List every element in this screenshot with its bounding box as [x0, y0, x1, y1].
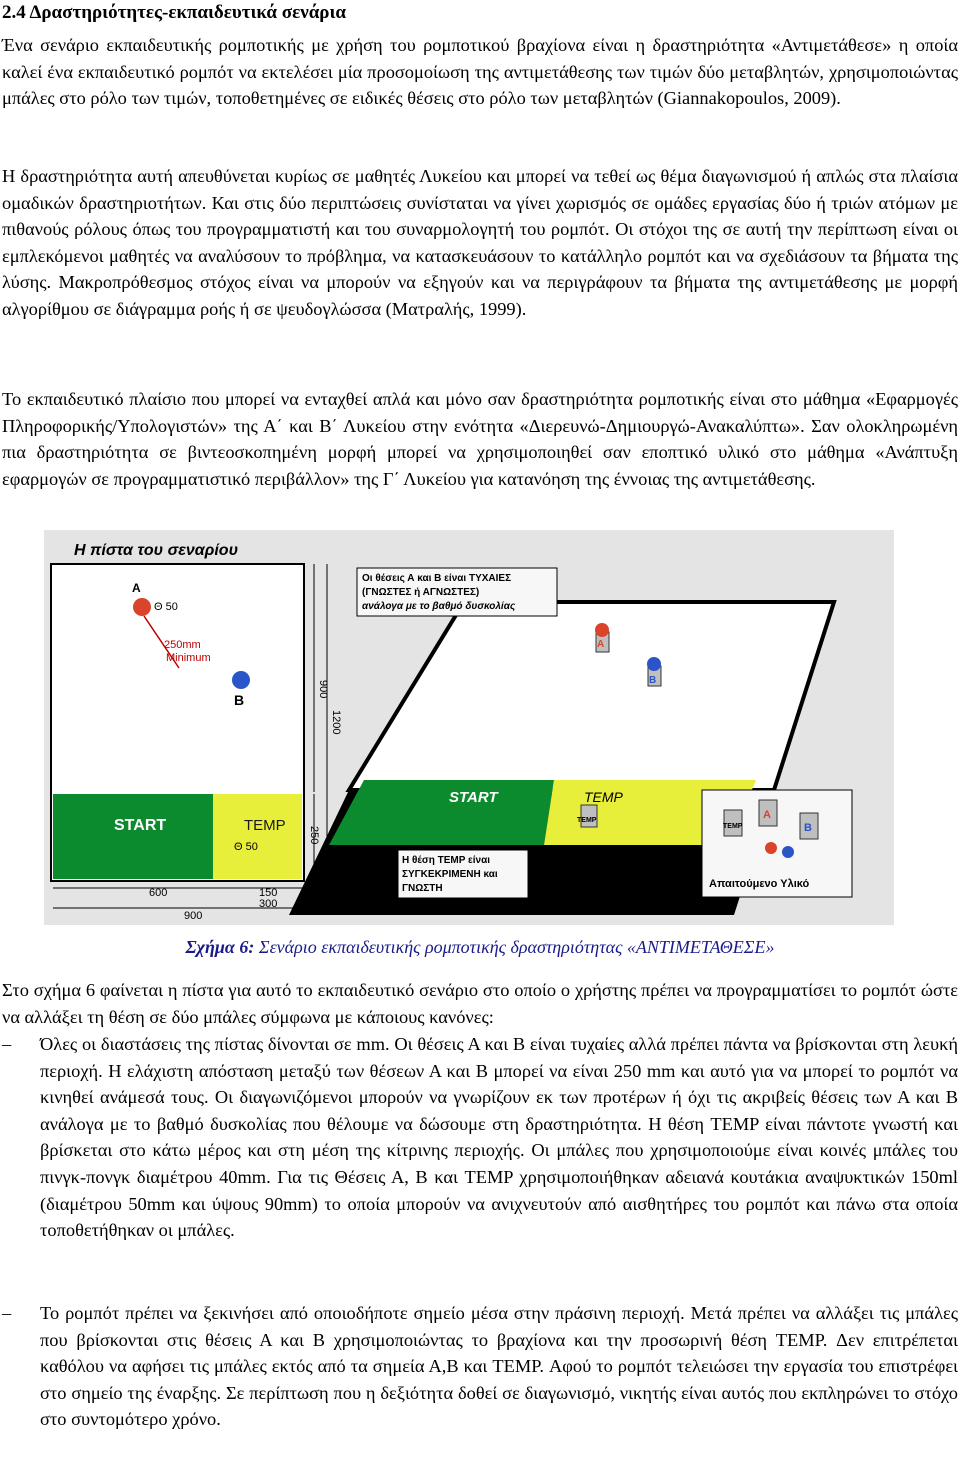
perspective-temp-label: TEMP — [584, 789, 623, 805]
dim-1200: 1200 — [330, 710, 342, 735]
figure-title: Η πίστα του σεναρίου — [74, 542, 239, 559]
figure-track-diagram — [44, 530, 894, 925]
callout-temp-line-1: Η θέση TEMP είναι — [402, 855, 491, 866]
temp-label: TEMP — [244, 817, 286, 834]
perspective-start-label: START — [449, 789, 498, 806]
dim-600: 600 — [149, 887, 168, 899]
dim-250: 250 — [308, 826, 320, 845]
callout-temp-line-3: ΓΝΩΣΤΗ — [402, 883, 443, 894]
temp-diameter-label: Θ 50 — [234, 841, 258, 853]
dim-300: 300 — [259, 898, 278, 910]
paragraph-after-figure: Στο σχήμα 6 φαίνεται η πίστα για αυτό το εκπαιδευτικό σενάριο στο οποίο ο χρήστης πρέπει να προγραμματίσει το ρομπότ ώστε να αλλάξει τη θέση σε δύο μπάλες σύμφωνα με κάποιους κανόνες: — [2, 980, 958, 1027]
persp-ball-a-letter: A — [597, 639, 605, 650]
material-ball-a — [765, 842, 777, 854]
dim-900-vertical: 900 — [317, 680, 329, 699]
persp-ball-b — [647, 657, 661, 671]
material-can-temp-label: TEMP — [723, 823, 743, 830]
bullet-marker: – — [2, 1034, 12, 1054]
callout-random-line-3: ανάλογα με το βαθμό δυσκολίας — [362, 601, 516, 612]
material-label: Απαιτούμενο Υλικό — [709, 878, 810, 890]
start-zone — [53, 794, 213, 879]
callout-random-line-1: Οι θέσεις Α και Β είναι ΤΥΧΑΙΕΣ — [362, 573, 512, 584]
min-distance-sub: Minimum — [166, 652, 211, 664]
paragraph-2: Η δραστηριότητα αυτή απευθύνεται κυρίως σε μαθητές Λυκείου και μπορεί να τεθεί ως θέμα διαγωνισμού ή απλώς στα πλαίσια ομαδικών δραστηριοτήτων. Και στις δύο περιπτώσεις συνίσταται να γίνει χωρισμός σε ομάδες εργασίας δύο ή τριών ατόμων με πιθανούς ρόλους όπως του προγραμματιστή και του συναρμολογητή του ρομπότ. Οι στόχοι της σε αυτή την περίπτωση είναι οι εμπλεκόμενοι μαθητές να αναλύσουν το πρόβλημα, να κατασκευάσουν το κατάλληλο ρομπότ και να σχεδιάσουν τα βήματα της λύσης. Μακροπρόθεσμος στόχος είναι να μπορούν να εξηγούν και να περιγράφουν τα βήματα της αντιμετάθεσης με μορφή αλγορίθμου σε διάγραμμα ροής ή σε ψευδογλώσσα (Ματραλής, 1999). — [2, 166, 958, 319]
perspective-start-zone — [329, 780, 554, 845]
persp-ball-a — [595, 623, 609, 637]
material-can-a-label: A — [763, 809, 771, 821]
ball-a — [133, 598, 151, 616]
callout-random-line-2: (ΓΝΩΣΤΕΣ ή ΑΓΝΩΣΤΕΣ) — [362, 587, 480, 598]
can-temp-label: TEMP — [577, 817, 597, 824]
start-label: START — [114, 817, 167, 834]
section-heading: 2.4 Δραστηριότητες-εκπαιδευτικά σενάρια — [2, 2, 346, 23]
callout-temp-line-2: ΣΥΓΚΕΚΡΙΜΕΝΗ και — [402, 869, 498, 880]
ball-b — [232, 671, 250, 689]
bullet-item-2 — [2, 1300, 958, 1433]
paragraph-1: Ένα σενάριο εκπαιδευτικής ρομποτικής με χρήση του ρομποτικού βραχίονα είναι η δραστηριότητα «Αντιμετάθεσε» η οποία καλεί ένα εκπαιδευτικό ρομπότ να εκτελέσει μία προσομοίωση της αντιμετάθεσης των τιμών δύο μεταβλητών, χρησιμοποιώντας μπάλες στο ρόλο των τιμών, τοποθετημένες σε ειδικές θέσεις στο ρόλο των μεταβλητών (Giannakopoulos, 2009). — [2, 35, 958, 109]
caption-text: Σενάριο εκπαιδευτικής ρομποτικής δραστηριότητας «ΑΝΤΙΜΕΤΑΘΕΣΕ» — [258, 937, 775, 957]
bullet-marker: – — [2, 1303, 12, 1323]
pos-a-diameter: Θ 50 — [154, 601, 178, 613]
min-distance-value: 250mm — [164, 639, 201, 651]
caption-label: Σχήμα 6: — [185, 937, 255, 957]
figure-caption — [0, 937, 960, 958]
pos-a-letter: A — [132, 581, 141, 595]
bullet-item-1 — [2, 1031, 958, 1244]
paragraph-3: Το εκπαιδευτικό πλαίσιο που μπορεί να ενταχθεί απλά και μόνο σαν δραστηριότητα ρομποτικής είναι στο μάθημα «Εφαρμογές Πληροφορικής/Υπολογιστών» της Α΄ και Β΄ Λυκείου στην ενότητα «Διερευνώ-Δημιουργώ-Ανακαλύπτω». Σαν ολοκληρωμένη πια δραστηριότητα σε βιντεοσκοπημένη μορφή μπορεί να χρησιμοποιηθεί σαν εποπτικό υλικό στο μάθημα «Ανάπτυξη εφαρμογών σε προγραμματιστικό περιβάλλον» της Γ΄ Λυκείου για κατανόηση της έννοιας της αντιμετάθεσης. — [2, 389, 958, 489]
material-can-b-label: B — [804, 822, 812, 834]
dim-150-bottom: 150 — [259, 887, 278, 899]
persp-ball-b-letter: B — [649, 675, 657, 686]
dim-900-bottom: 900 — [184, 910, 203, 922]
pos-b-letter: B — [234, 692, 245, 708]
bullet-text-2: Το ρομπότ πρέπει να ξεκινήσει από οποιοδήποτε σημείο μέσα στην πράσινη περιοχή. Μετά πρέπει να αλλάξει τις μπάλες που βρίσκονται στις θέσεις Α και Β χρησιμοποιώντας το βραχίονα και την προσωρινή θέση TEMP. Δεν επιτρέπεται καθόλου να αφήσει τις μπάλες εκτός από τα σημεία Α,Β και TEMP. Αφού το ρομπότ τελειώσει την εργασία του επιστρέφει στο σημείο της έναρξης. Σε περίπτωση που η δεξιότητα δοθεί σε διαγωνισμό, νικητής είναι αυτός που εκπληρώνει το στόχο στο συντομότερο χρόνο. — [40, 1303, 958, 1430]
bullet-text-1: Όλες οι διαστάσεις της πίστας δίνονται σε mm. Οι θέσεις Α και Β είναι τυχαίες αλλά πρέπει πάντα να βρίσκονται στη λευκή περιοχή. Η ελάχιστη απόσταση μεταξύ των θέσεων Α και Β μπορεί να είναι 250 mm και αυτό για να μπορεί το ρομπότ να κινηθεί ανάμεσά τους. Οι διαγωνιζόμενοι μπορούν να γνωρίζουν εκ των προτέρων ή όχι τις ακριβείς θέσεις των Α και Β ανάλογα με το βαθμό δυσκολίας που θέλουμε να δώσουμε στη δραστηριότητα. Η θέση TEMP είναι πάντοτε γνωστή και βρίσκεται στο κάτω μέρος και στη μέση της κίτρινης περιοχής. Οι μπάλες που χρησιμοποιούμε είναι κοινές μπάλες του πινγκ-πονγκ διαμέτρου 40mm. Για τις Θέσεις Α, Β και TEMP χρησιμοποιήθηκαν αδειανά κουτάκια αναψυκτικών 150ml (διαμέτρου 50mm και ύψους 90mm) το οποία μπορούν να ανιχνευτούν από αισθητήρες του ρομπότ και πάνω στα οποία τοποθετήθηκαν οι μπάλες. — [40, 1034, 958, 1241]
material-ball-b — [782, 846, 794, 858]
temp-zone — [213, 794, 302, 879]
